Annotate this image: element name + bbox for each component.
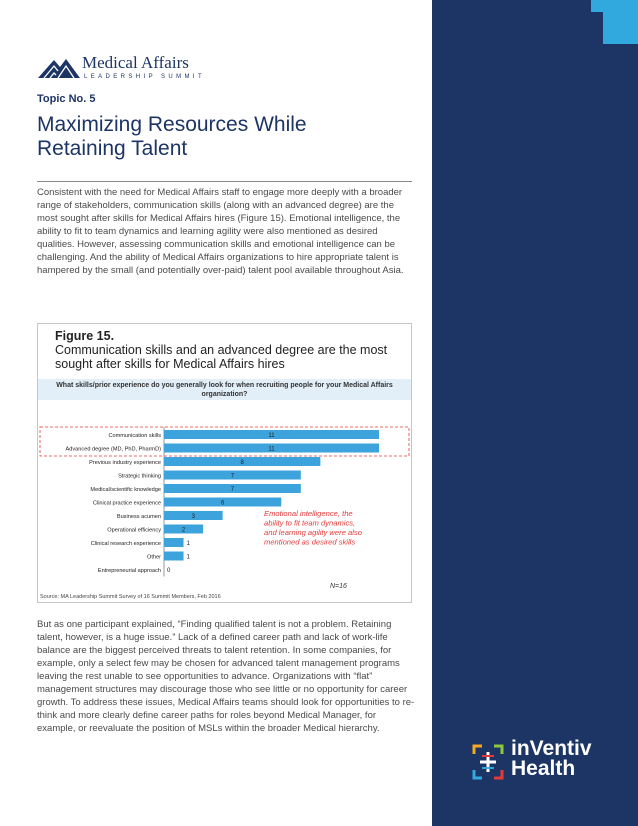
- value-label: 6: [220, 500, 225, 507]
- category-label: Advanced degree (MD, PhD, PharmD): [65, 446, 161, 453]
- value-label: 11: [268, 432, 275, 439]
- value-label: 7: [230, 473, 235, 480]
- title-line: Maximizing Resources While: [37, 113, 307, 136]
- category-label: Operational efficiency: [107, 527, 161, 534]
- value-label: 2: [181, 527, 186, 534]
- brand-line: inVentiv: [511, 737, 592, 760]
- category-label: Other: [147, 554, 161, 561]
- value-label: 1: [186, 540, 190, 547]
- brand-name: [511, 739, 592, 779]
- value-label: 1: [186, 554, 190, 561]
- annotation-text: Emotional intelligence, the ability to fit team dynamics, and learning agility were also mentioned as desired skills: [264, 509, 362, 547]
- figure-header: [55, 329, 395, 371]
- figure-15: [37, 323, 412, 603]
- category-label: Previous industry experience: [89, 459, 161, 466]
- bar: [164, 552, 184, 561]
- medical-affairs-logo: [38, 50, 206, 84]
- category-label: Strategic thinking: [118, 473, 161, 480]
- inventiv-health-logo: [471, 737, 621, 785]
- navy-sidebar: [432, 0, 638, 826]
- category-label: Communication skills: [108, 432, 161, 439]
- value-label: 3: [191, 513, 195, 520]
- value-label: 0: [167, 567, 171, 574]
- topic-label: Topic No. 5: [37, 93, 96, 105]
- category-label: Clinical practice experience: [92, 500, 161, 507]
- value-label: 8: [240, 459, 244, 466]
- figure-label: Figure 15.: [55, 329, 115, 343]
- title-line: Retaining Talent: [37, 137, 188, 160]
- category-label: Medical/scientific knowledge: [90, 486, 161, 493]
- bar: [164, 538, 184, 547]
- value-label: 7: [230, 486, 235, 493]
- logo-name: Medical Affairs: [82, 53, 189, 72]
- intro-paragraph: Consistent with the need for Medical Affairs staff to engage more deeply with a broader range of stakeholders, communication skills (along with an advanced degree) are the most sought after skills for Medical Affairs hires (Figure 15). Emotional intelligence, the ability to fit to team dynamics and learning agility were also mentioned as desired qualities. However, assessing communication skills and emotional intelligence can be challenging. And the ability of Medical Affairs organizations to hire appropriate talent is hampered by the small (and potentially over-paid) talent pool available throughout Asia.: [37, 187, 404, 276]
- survey-question: What skills/prior experience do you generally look for when recruiting people for your Medical Affairs organization?: [38, 379, 411, 400]
- corner-notch: [591, 12, 603, 44]
- figure-caption: Communication skills and an advanced degree are the most sought after skills for Medical Affairs hires: [55, 343, 388, 371]
- skills-bar-chart: [38, 404, 411, 594]
- value-label: 11: [268, 446, 275, 453]
- category-label: Business acumen: [116, 513, 161, 520]
- category-label: Clinical research experience: [90, 540, 161, 547]
- category-label: Entrepreneurial approach: [97, 567, 161, 574]
- figure-source: Source: MA Leadership Summit Survey of 16 Summit Members, Feb 2016: [40, 594, 221, 600]
- mountain-peaks-icon: [38, 54, 80, 80]
- brand-line: Health: [511, 757, 576, 780]
- retention-paragraph: But as one participant explained, “Finding qualified talent is not a problem. Retaining talent, however, is a huge issue.” Lack of a defined career path and lack of work-life balance are the biggest perceived threats to talent retention. In some companies, for example, only a select few may be chosen for advanced talent management programs leaving the rest unable to see opportunities to advance. Organizations with “flat” management structures may discourage those who see little or no opportunity for career growth. To address these issues, Medical Affairs teams should look for opportunities to re-think and more clearly define career paths for roles beyond Medical Manager, for example, or reevaluate the position of MSLs within the broader Medical hierarchy.: [37, 619, 415, 734]
- logo-subtitle: LEADERSHIP SUMMIT: [84, 74, 206, 80]
- page-title: [37, 113, 417, 161]
- cross-grid-icon: [471, 743, 505, 781]
- sample-size-label: N=16: [330, 583, 347, 590]
- divider: [37, 181, 412, 182]
